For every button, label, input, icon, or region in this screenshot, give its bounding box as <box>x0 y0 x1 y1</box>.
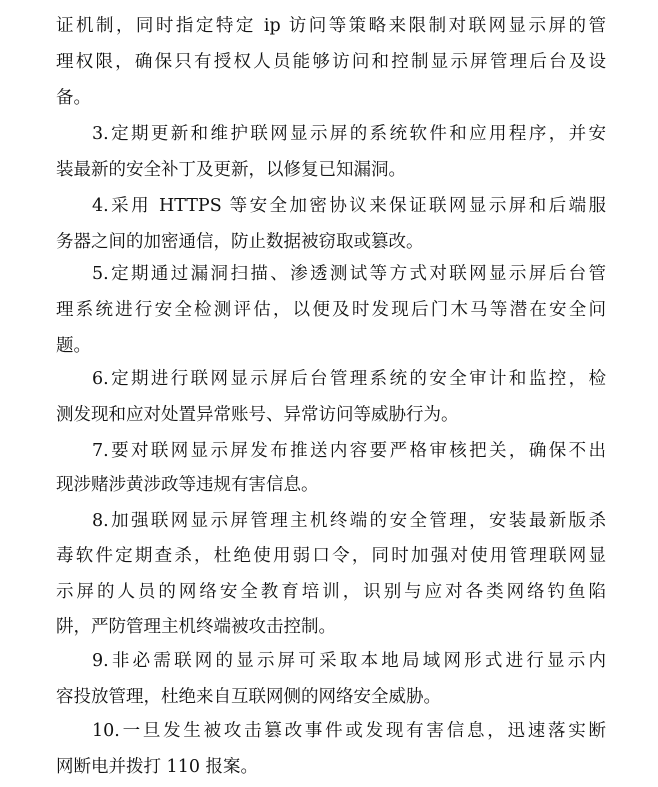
text-line: 务器之间的加密通信，防止数据被窃取或篡改。 <box>56 232 424 252</box>
text-line: 测发现和应对处置异常账号、异常访问等威胁行为。 <box>56 405 459 425</box>
text-line: 题。 <box>56 336 91 356</box>
text-line: 理权限，确保只有授权人员能够访问和控制显示屏管理后台及设 <box>56 52 606 72</box>
text-line: 装最新的安全补丁及更新，以修复已知漏洞。 <box>56 160 406 180</box>
text-line: 证机制，同时指定特定 ip 访问等策略来限制对联网显示屏的管 <box>56 16 606 36</box>
text-line: 示屏的人员的网络安全教育培训，识别与应对各类网络钓鱼陷 <box>56 582 606 602</box>
text-line: 10.一旦发生被攻击篡改事件或发现有害信息，迅速落实断 <box>92 721 606 741</box>
text-line: 现涉赌涉黄涉政等违规有害信息。 <box>56 475 319 495</box>
text-line: 阱，严防管理主机终端被攻击控制。 <box>56 617 336 637</box>
text-line: 备。 <box>56 88 91 108</box>
text-line: 容投放管理，杜绝来自互联网侧的网络安全威胁。 <box>56 687 441 707</box>
text-line: 9.非必需联网的显示屏可采取本地局域网形式进行显示内 <box>92 651 606 671</box>
text-line: 3.定期更新和维护联网显示屏的系统软件和应用程序，并安 <box>92 124 606 144</box>
text-line: 7.要对联网显示屏发布推送内容要严格审核把关，确保不出 <box>92 441 606 461</box>
text-line: 6.定期进行联网显示屏后台管理系统的安全审计和监控，检 <box>92 369 606 389</box>
text-line: 5.定期通过漏洞扫描、渗透测试等方式对联网显示屏后台管 <box>92 264 606 284</box>
text-line: 网断电并拨打 110 报案。 <box>56 757 259 777</box>
text-line: 8.加强联网显示屏管理主机终端的安全管理，安装最新版杀 <box>92 511 606 531</box>
text-line: 理系统进行安全检测评估，以便及时发现后门木马等潜在安全问 <box>56 300 606 320</box>
text-line: 4.采用 HTTPS 等安全加密协议来保证联网显示屏和后端服 <box>92 196 606 216</box>
text-line: 毒软件定期查杀，杜绝使用弱口令，同时加强对使用管理联网显 <box>56 546 606 566</box>
